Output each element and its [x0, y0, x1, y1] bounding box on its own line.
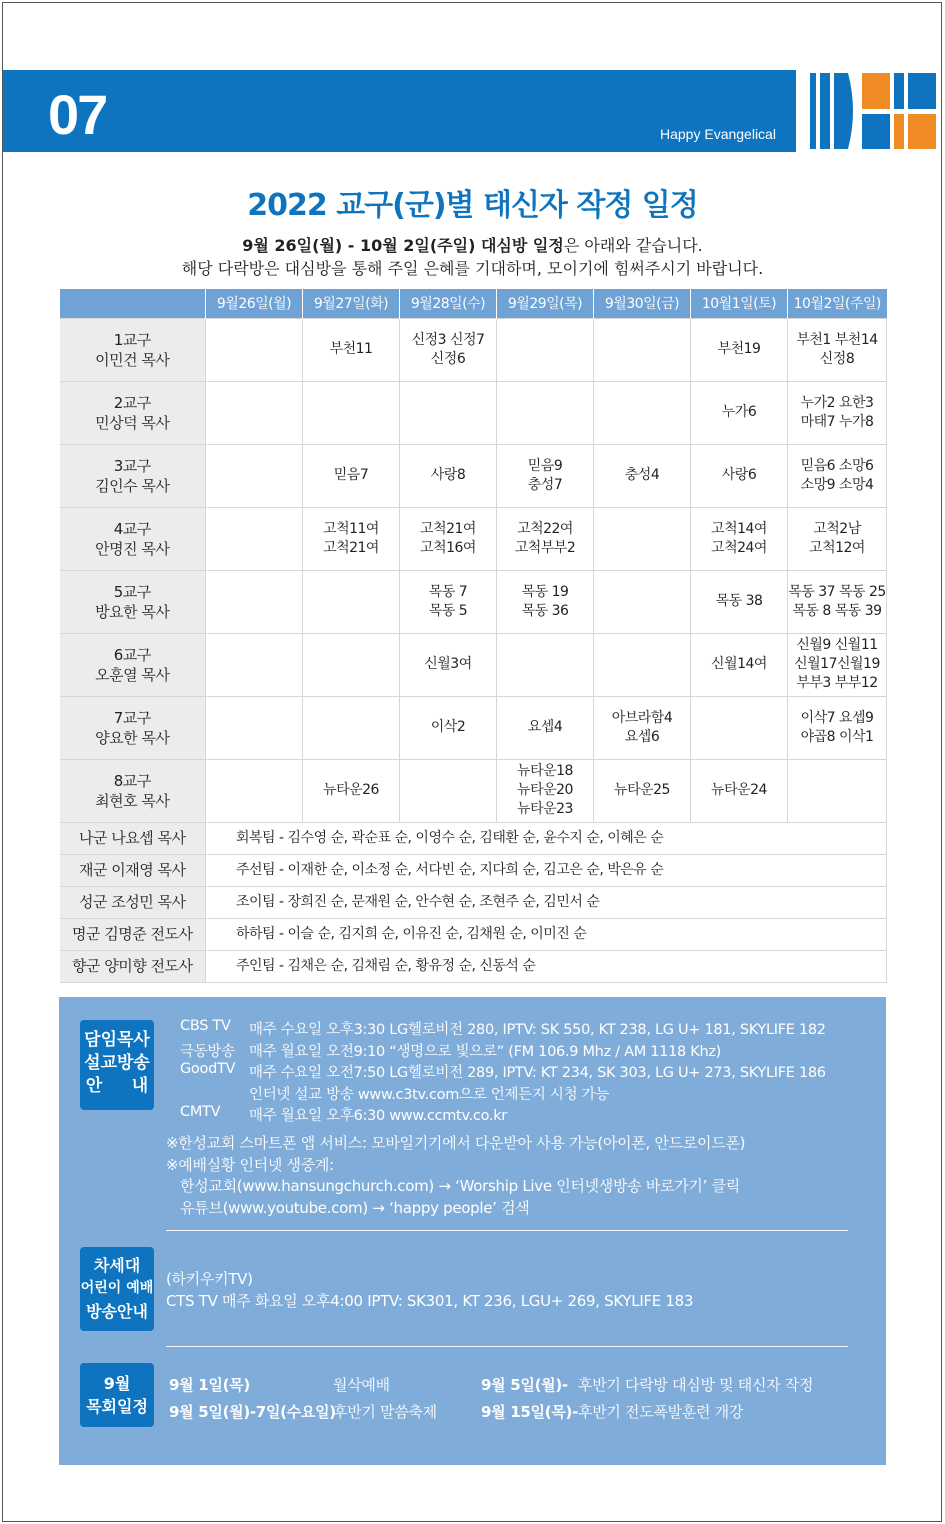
team-members-cell: 회복팀 - 김수영 순, 곽순표 순, 이영수 순, 김태환 순, 윤수지 순, 이혜은 순	[206, 822, 887, 854]
broadcast-badge	[80, 1020, 154, 1110]
zone-cell	[60, 696, 206, 759]
zone-line: 이민건 목사	[95, 350, 170, 369]
badge-line: 방송안내	[86, 1302, 148, 1321]
team-row	[60, 918, 887, 950]
badge-line: 차세대	[93, 1256, 141, 1275]
event-title: 후반기 다락방 대심방 및 태신자 작정	[578, 1376, 814, 1394]
channel-name: CBS TV	[180, 1018, 231, 1034]
schedule-cell	[303, 444, 400, 507]
app-service-note: ※한성교회 스마트폰 앱 서비스: 모바일기기에서 다운받아 사용 가능(아이폰, 안드로이드폰)	[166, 1134, 746, 1152]
schedule-cell	[303, 633, 400, 696]
schedule-cell	[594, 759, 691, 822]
schedule-cell	[594, 633, 691, 696]
youtube-link-note: 유튜브(www.youtube.com) → ‘happy people’ 검색	[180, 1199, 530, 1217]
group-label: 요셉4	[527, 719, 563, 735]
intro-rest: 은 아래와 같습니다.	[563, 236, 703, 255]
badge-line: 목회일정	[86, 1397, 148, 1416]
badge-line: 담임목사	[84, 1030, 150, 1050]
group-label: 신월14여	[711, 656, 767, 672]
group-label: 신정6	[430, 350, 466, 367]
schedule-cell	[206, 570, 303, 633]
schedule-cell	[497, 570, 594, 633]
schedule-cell	[497, 444, 594, 507]
group-label: 부천11	[329, 341, 373, 357]
team-zone-cell: 명군 김명준 전도사	[60, 918, 206, 950]
team-row	[60, 950, 887, 982]
group-label: 누가2 요한3	[800, 394, 874, 411]
schedule-cell	[788, 570, 887, 633]
zone-cell	[60, 633, 206, 696]
zone-line: 안명진 목사	[95, 539, 170, 558]
group-label: 믿음6 소망6	[800, 457, 874, 474]
day-header: 9월27일(화)	[303, 289, 400, 318]
team-members-cell: 조이팀 - 장희진 순, 문재원 순, 안수현 순, 조현주 순, 김민서 순	[206, 886, 887, 918]
schedule-cell	[788, 759, 887, 822]
group-label: 뉴타운18	[517, 763, 573, 779]
group-label: 이삭7 요셉9	[800, 709, 874, 726]
page-number: 07	[48, 83, 107, 146]
schedule-cell	[400, 381, 497, 444]
panel-divider	[166, 1346, 848, 1347]
schedule-cell	[497, 633, 594, 696]
group-label: 목동 5	[428, 602, 468, 619]
schedule-cell	[497, 759, 594, 822]
zone-cell	[60, 570, 206, 633]
group-label: 고척12여	[809, 539, 865, 556]
team-zone-cell: 향군 양미향 전도사	[60, 950, 206, 982]
schedule-cell	[400, 507, 497, 570]
channel-desc: 인터넷 설교 방송 www.c3tv.com으로 언제든지 시청 가능	[249, 1087, 610, 1103]
channel-desc: 매주 수요일 오후3:30 LG헬로비전 280, IPTV: SK 550, KT 238, LG U+ 181, SKYLIFE 182	[249, 1022, 826, 1038]
schedule-cell	[788, 507, 887, 570]
channel-desc: 매주 월요일 오후6:30 www.ccmtv.co.kr	[249, 1108, 507, 1124]
schedule-cell	[497, 696, 594, 759]
zone-line: 1교구	[113, 330, 151, 349]
schedule-cell	[691, 696, 788, 759]
schedule-row	[60, 759, 887, 822]
schedule-cell	[400, 318, 497, 381]
schedule-row	[60, 444, 887, 507]
group-label: 뉴타운25	[614, 782, 670, 798]
live-stream-note: ※예배실황 인터넷 생중계:	[166, 1156, 334, 1174]
group-label: 뉴타운26	[323, 782, 379, 798]
group-label: 신월3여	[424, 656, 472, 672]
intro-bold: 9월 26일(월) - 10월 2일(주일) 대심방 일정	[242, 236, 564, 255]
schedule-cell	[594, 444, 691, 507]
group-label: 뉴타운24	[711, 782, 767, 798]
schedule-cell	[206, 318, 303, 381]
intro-line-1	[0, 233, 945, 256]
schedule-cell	[594, 381, 691, 444]
channel-name: CMTV	[180, 1104, 221, 1120]
group-label: 목동 36	[521, 602, 569, 619]
group-label: 목동 19	[521, 583, 569, 600]
group-label: 고척24여	[711, 539, 767, 556]
group-label: 고척2남	[813, 520, 861, 537]
group-label: 믿음9	[527, 457, 563, 474]
channel-name: GoodTV	[180, 1061, 236, 1077]
group-label: 믿음7	[333, 467, 369, 483]
team-row	[60, 854, 887, 886]
day-header: 9월26일(월)	[206, 289, 303, 318]
zone-line: 8교구	[113, 771, 151, 790]
church-logo	[796, 70, 940, 152]
group-label: 사랑8	[430, 467, 466, 483]
group-label: 고척22여	[517, 520, 573, 537]
schedule-row	[60, 507, 887, 570]
group-label: 목동 7	[428, 583, 468, 600]
schedule-cell	[206, 759, 303, 822]
schedule-cell	[206, 381, 303, 444]
schedule-cell	[400, 759, 497, 822]
schedule-cell	[206, 696, 303, 759]
schedule-cell	[788, 318, 887, 381]
channel-desc: 매주 수요일 오전7:50 LG헬로비전 289, IPTV: KT 234, SK 303, LG U+ 273, SKYLIFE 186	[249, 1065, 826, 1081]
group-label: 뉴타운23	[517, 801, 573, 817]
group-label: 마태7 누가8	[800, 413, 874, 430]
schedule-header-row	[60, 289, 887, 318]
team-zone-cell: 나군 나요셉 목사	[60, 822, 206, 854]
event-date: 9월 5일(월)-	[481, 1376, 568, 1394]
schedule-cell	[497, 381, 594, 444]
schedule-cell	[206, 633, 303, 696]
zone-line: 최현호 목사	[95, 791, 170, 810]
zone-cell	[60, 444, 206, 507]
day-header: 10월1일(토)	[691, 289, 788, 318]
badge-line: 안 내	[85, 1076, 149, 1096]
event-date: 9월 1일(목)	[169, 1376, 250, 1394]
schedule-row	[60, 318, 887, 381]
zone-line: 방요한 목사	[95, 602, 170, 621]
zone-cell	[60, 759, 206, 822]
zone-line: 2교구	[113, 393, 151, 412]
church-logo-mark	[796, 70, 940, 152]
schedule-cell	[691, 381, 788, 444]
channel-desc: 매주 월요일 오전9:10 “생명으로 빛으로” (FM 106.9 Mhz / AM 1118 Khz)	[249, 1044, 721, 1060]
page-title: 2022 교구(군)별 태신자 작정 일정	[247, 188, 698, 223]
zone-line: 6교구	[113, 645, 151, 664]
schedule-cell	[788, 633, 887, 696]
header-zone-cell	[60, 289, 206, 318]
group-label: 충성7	[527, 476, 563, 493]
team-zone-cell: 성군 조성민 목사	[60, 886, 206, 918]
group-label: 누가6	[721, 404, 757, 420]
group-label: 고척21여	[323, 539, 379, 556]
schedule-cell	[206, 507, 303, 570]
zone-line: 5교구	[113, 582, 151, 601]
group-label: 뉴타운20	[517, 782, 573, 798]
zone-cell	[60, 318, 206, 381]
team-zone-cell: 재군 이재영 목사	[60, 854, 206, 886]
intro-line-2: 해당 다락방은 대심방을 통해 주일 은혜를 기대하며, 모이기에 힘써주시기 바랍니다.	[181, 259, 764, 278]
zone-line: 3교구	[113, 456, 151, 475]
group-label: 신월9 신월11	[796, 637, 878, 653]
schedule-cell	[788, 444, 887, 507]
schedule-cell	[303, 381, 400, 444]
zone-cell	[60, 381, 206, 444]
day-header: 9월28일(수)	[400, 289, 497, 318]
schedule-cell	[303, 696, 400, 759]
event-title: 후반기 전도폭발훈련 개강	[578, 1403, 744, 1421]
event-date: 9월 5일(월)-7일(수요일)	[169, 1403, 336, 1421]
group-label: 고척16여	[420, 539, 476, 556]
schedule-cell	[497, 507, 594, 570]
group-label: 요셉6	[624, 728, 660, 745]
schedule-cell	[691, 633, 788, 696]
schedule-cell	[691, 507, 788, 570]
schedule-row	[60, 633, 887, 696]
badge-line: 어린이 예배	[80, 1280, 154, 1296]
event-title: 후반기 말씀축제	[333, 1403, 437, 1421]
zone-line: 7교구	[113, 708, 151, 727]
zone-line: 4교구	[113, 519, 151, 538]
zone-cell	[60, 507, 206, 570]
group-label: 부천19	[717, 341, 761, 357]
group-label: 고척14여	[711, 520, 767, 537]
schedule-cell	[400, 570, 497, 633]
group-label: 고척21여	[420, 520, 476, 537]
group-label: 아브라함4	[611, 709, 673, 726]
header-tagline: Happy Evangelical	[660, 126, 776, 142]
zone-line: 오훈열 목사	[95, 665, 170, 684]
team-row	[60, 886, 887, 918]
schedule-cell	[691, 570, 788, 633]
badge-line: 설교방송	[84, 1053, 150, 1073]
schedule-cell	[303, 759, 400, 822]
group-label: 목동 8 목동 39	[792, 602, 882, 619]
group-label: 충성4	[624, 467, 660, 483]
zone-line: 양요한 목사	[95, 728, 170, 747]
schedule-cell	[206, 444, 303, 507]
schedule-cell	[303, 507, 400, 570]
team-members-cell: 주선팀 - 이재한 순, 이소정 순, 서다빈 순, 지다희 순, 김고은 순, 박은유 순	[206, 854, 887, 886]
schedule-cell	[594, 570, 691, 633]
monthly-badge	[80, 1363, 154, 1427]
schedule-cell	[691, 318, 788, 381]
next-gen-line: CTS TV 매주 화요일 오후4:00 IPTV: SK301, KT 236, LGU+ 269, SKYLIFE 183	[166, 1292, 694, 1310]
schedule-row	[60, 696, 887, 759]
group-label: 소망9 소망4	[800, 476, 874, 493]
group-label: 신정3 신정7	[411, 331, 485, 348]
group-label: 신월17신월19	[794, 656, 880, 672]
group-label: 사랑6	[721, 467, 757, 483]
day-header: 9월29일(목)	[497, 289, 594, 318]
group-label: 고척부부2	[514, 539, 576, 556]
schedule-cell	[691, 759, 788, 822]
group-label: 야곱8 이삭1	[800, 728, 874, 745]
schedule-row	[60, 570, 887, 633]
team-members-cell: 하하팀 - 이슬 순, 김지희 순, 이유진 순, 김채원 순, 이미진 순	[206, 918, 887, 950]
schedule-cell	[691, 444, 788, 507]
group-label: 목동 38	[715, 593, 763, 609]
next-gen-line: (하키우키TV)	[166, 1270, 253, 1288]
team-members-cell: 주인팀 - 김채은 순, 김채림 순, 황유정 순, 신동석 순	[206, 950, 887, 982]
day-header: 9월30일(금)	[594, 289, 691, 318]
group-label: 부부3 부부12	[796, 675, 878, 691]
schedule-cell	[400, 696, 497, 759]
next-gen-badge	[80, 1247, 154, 1331]
group-label: 고척11여	[323, 520, 379, 537]
event-title: 월삭예배	[333, 1376, 390, 1394]
schedule-cell	[400, 444, 497, 507]
group-label: 이삭2	[430, 719, 466, 735]
schedule-cell	[594, 318, 691, 381]
schedule-cell	[788, 381, 887, 444]
schedule-cell	[303, 570, 400, 633]
schedule-cell	[594, 696, 691, 759]
website-link-note: 한성교회(www.hansungchurch.com) → ‘Worship Live 인터넷생방송 바로가기’ 클릭	[180, 1177, 740, 1195]
schedule-table	[59, 289, 887, 983]
schedule-cell	[497, 318, 594, 381]
zone-line: 민상덕 목사	[95, 413, 170, 432]
schedule-cell	[400, 633, 497, 696]
zone-line: 김인수 목사	[95, 476, 170, 495]
channel-name: 극동방송	[180, 1044, 235, 1060]
group-label: 목동 37 목동 25	[788, 583, 886, 600]
schedule-cell	[594, 507, 691, 570]
team-row	[60, 822, 887, 854]
day-header: 10월2일(주일)	[788, 289, 887, 318]
badge-line: 9월	[103, 1374, 131, 1393]
schedule-cell	[788, 696, 887, 759]
schedule-row	[60, 381, 887, 444]
panel-divider	[166, 1230, 848, 1231]
group-label: 부천1 부천14	[796, 331, 878, 348]
group-label: 신정8	[819, 350, 855, 367]
schedule-cell	[303, 318, 400, 381]
event-date: 9월 15일(목)-	[481, 1403, 578, 1421]
